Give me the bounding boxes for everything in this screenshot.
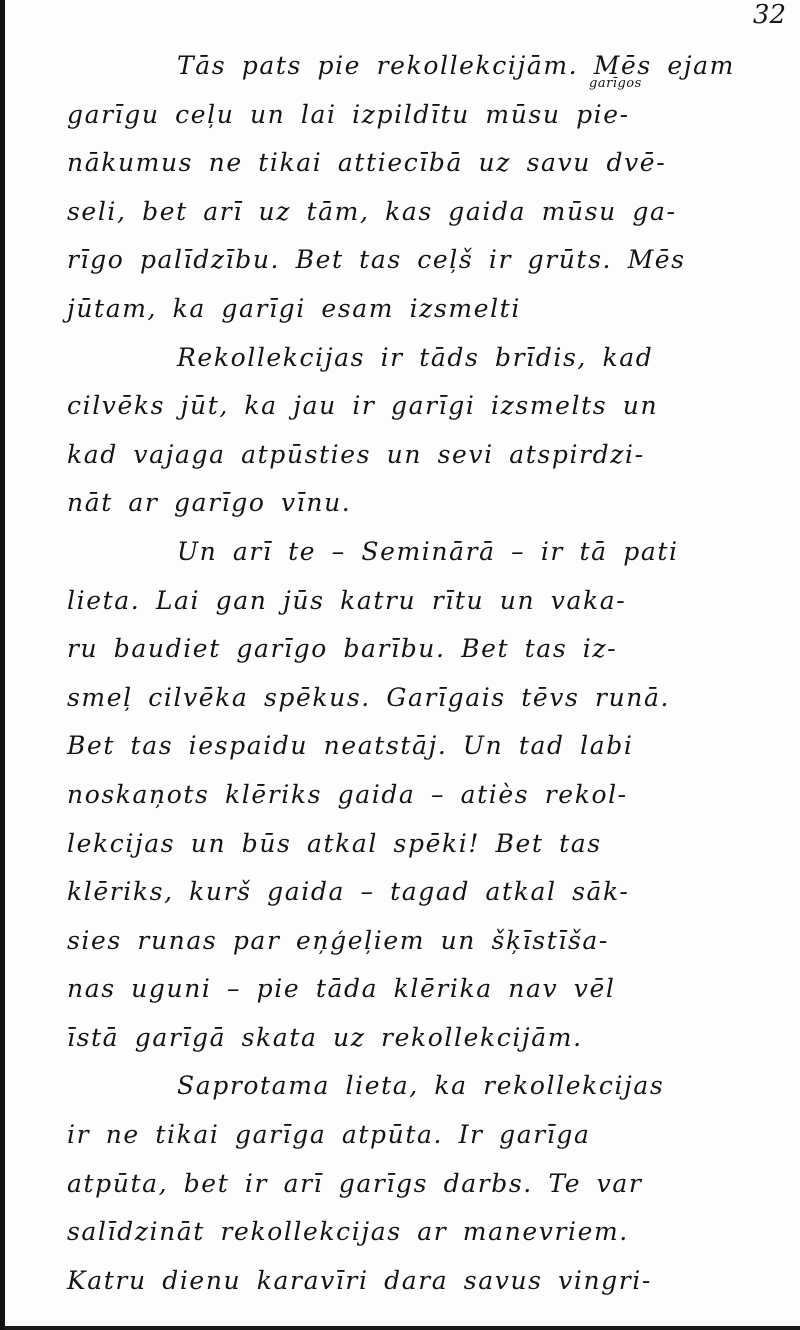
manuscript-text — [67, 42, 757, 1305]
manuscript-line: Rekollekcijas ir tāds brīdis, kad — [177, 342, 654, 372]
manuscript-line: lieta. Lai gan jūs katru rītu un vaka- — [67, 585, 627, 615]
manuscript-line: nākumus ne tikai attiecībā uz savu dvē- — [67, 148, 667, 178]
manuscript-line: smeļ cilvēka spēkus. Garīgais tēvs runā. — [67, 682, 671, 712]
manuscript-line: lekcijas un būs atkal spēki! Bet tas — [67, 828, 602, 858]
manuscript-line: ir ne tikai garīga atpūta. Ir garīga — [67, 1120, 591, 1150]
manuscript-line: salīdzināt rekollekcijas ar manevriem. — [67, 1217, 629, 1247]
manuscript-line: rīgo palīdzību. Bet tas ceļš ir grūts. Mēs — [67, 245, 686, 275]
manuscript-line: klēriks, kurš gaida – tagad atkal sāk- — [67, 877, 630, 907]
manuscript-line: Bet tas iespaidu neatstāj. Un tad labi — [67, 731, 634, 761]
manuscript-line: kad vajaga atpūsties un sevi atspirdzi- — [67, 439, 645, 469]
manuscript-line: noskaņots klēriks gaida – atiès rekol- — [67, 779, 628, 809]
manuscript-line: īstā garīgā skata uz rekollekcijām. — [67, 1022, 583, 1052]
manuscript-line: jūtam, ka garīgi esam izsmelti — [67, 293, 521, 323]
manuscript-line: nas uguni – pie tāda klērika nav vēl — [67, 974, 616, 1004]
manuscript-line: cilvēks jūt, ka jau ir garīgi izsmelts un — [67, 391, 659, 421]
page-number: 32 — [752, 0, 786, 30]
manuscript-line: Saprotama lieta, ka rekollekcijas — [177, 1071, 665, 1101]
manuscript-line: seli, bet arī uz tām, kas gaida mūsu ga- — [67, 196, 677, 226]
manuscript-line: Un arī te – Seminārā – ir tā pati — [177, 536, 679, 566]
manuscript-line: nāt ar garīgo vīnu. — [67, 488, 352, 518]
manuscript-line: atpūta, bet ir arī garīgs darbs. Te var — [67, 1168, 643, 1198]
manuscript-line: sies runas par eņģeļiem un šķīstīša- — [67, 925, 609, 955]
manuscript-line: Tās pats pie rekollekcijām. Mēs ejam — [177, 51, 735, 80]
page-edge — [5, 1326, 800, 1330]
interlinear-insertion: garīgos — [589, 76, 642, 91]
manuscript-line: Katru dienu karavīri dara savus vingri- — [67, 1265, 652, 1295]
manuscript-line: ru baudiet garīgo barību. Bet tas iz- — [67, 634, 618, 664]
manuscript-line: garīgu ceļu un lai izpildītu mūsu pie- — [67, 99, 630, 129]
